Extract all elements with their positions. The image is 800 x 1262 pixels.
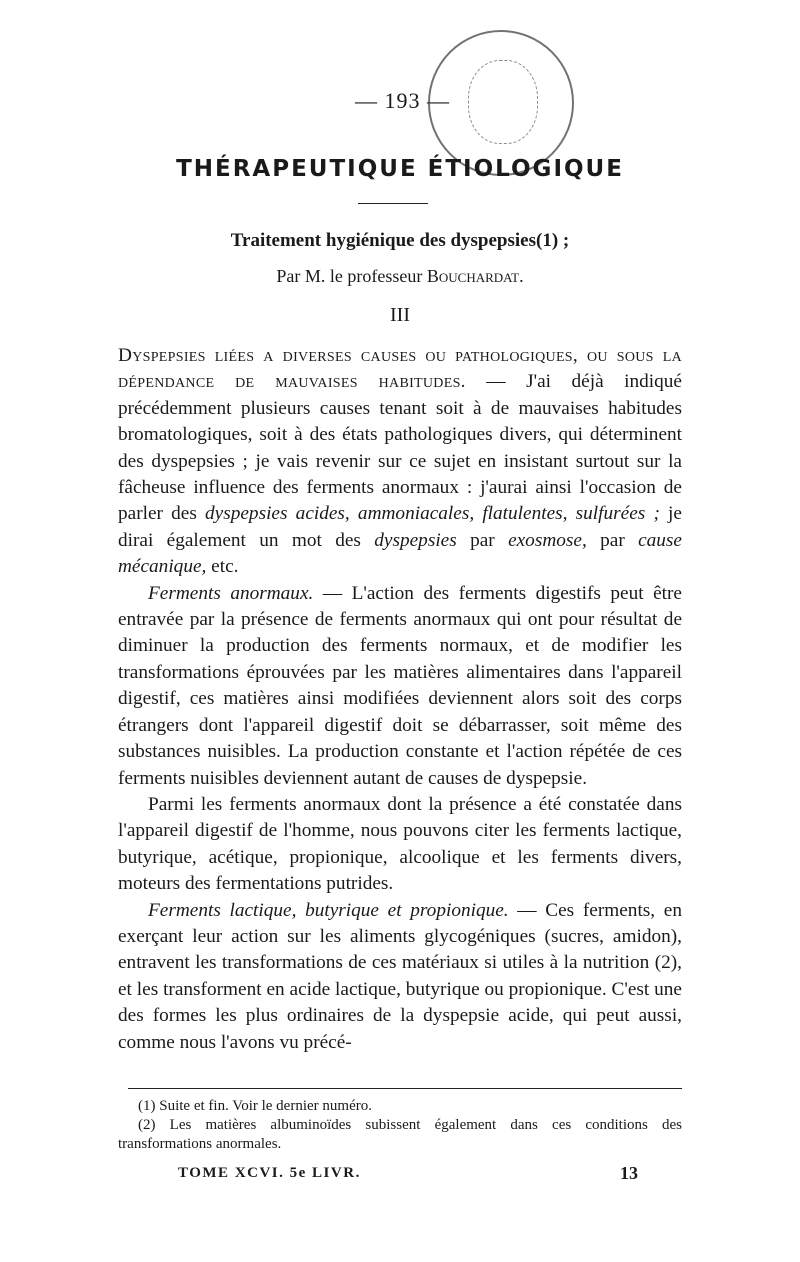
paragraph-2-text: — L'action des ferments digestifs peut être entravée par la présence de ferments anormaux qui ont pour résultat de diminuer la production des ferments normaux, et de modifier les transformations éprouvées par les matières alimentaires dans l'appareil digestif, ces matières ainsi modifiées deviennent alors soit des corps étrangers dont l'appareil digestif doit se débarrasser, soit même des substances nuisibles. La production constante et l'action répétée de ces ferments nuisibles deviennent autant de causes de dyspepsie. [118,582,682,789]
footnote-1: (1) Suite et fin. Voir le dernier numéro. [138,1098,372,1114]
paragraph-4-lead: Ferments lactique, butyrique et propionique. [148,899,509,921]
footnote-divider [128,1088,682,1089]
paragraph-1-emphasis-a: dyspepsies acides, ammoniacales, flatulentes, sulfurées ; [205,503,660,525]
signature-label: TOME XCVI. 5e LIVR. [178,1165,361,1181]
paragraph-1-emphasis-b: dyspepsies [374,529,457,551]
paragraph-1-text-a: — J'ai déjà indiqué précédemment plusieurs causes tenant soit à de mauvaises habitudes bromatologiques, soit à des états pathologiques divers, qui déterminent des dyspepsies ; je vais revenir sur ce sujet en insistant surtout sur la fâcheuse influence des ferments anormaux : j'aurai ainsi l'occasion de parler des [118,371,682,525]
paragraph-1-emphasis-c: exosmose, [508,529,587,551]
footnotes [118,1097,682,1154]
paragraph-1-lead: Dyspepsies liées a diverses causes ou pathologiques, ou sous la dépendance de mauvaises habitudes. [118,345,682,393]
stamp-portrait [468,60,538,144]
paragraph-1-text-b: je dirai également un mot des [118,503,682,551]
paragraph-4-text: — Ces ferments, en exerçant leur action sur les aliments glycogéniques (sucres, amidon), entravent les transformations de ces matériaux si utiles à la nutrition (2), et les transforment en acide lactique, butyrique ou propionique. C'est une des formes les plus ordinaires de la dyspepsie acide, qui peut aussi, comme nous l'avons vu précé- [118,899,682,1053]
paragraph-1 [118,343,682,581]
section-title: THÉRAPEUTIQUE ÉTIOLOGIQUE [176,156,624,182]
paragraph-3-text: Parmi les ferments anormaux dont la présence a été constatée dans l'appareil digestif de l'homme, nous pouvons citer les ferments lactique, butyrique, acétique, propionique, alcoolique et les ferments divers, moteurs des fermentations putrides. [118,793,682,895]
paragraph-1-text-d: par [586,529,639,551]
signature-number: 13 [620,1163,638,1183]
author-name: Bouchardat. [426,266,524,286]
paragraph-1-emphasis-d: cause mécanique, [118,529,682,578]
part-number: III [390,304,410,326]
paragraph-3 [118,792,682,898]
byline [0,266,800,287]
title-divider [358,203,428,204]
page-number: — 193 — [355,88,450,113]
article-title: Traitement hygiénique des dyspepsies(1) ; [230,230,570,251]
paragraph-4 [118,898,682,1056]
paragraph-1-text-c: par [456,529,509,551]
byline-prefix: Par M. le professeur [276,266,423,286]
paragraph-1-text-e: etc. [206,556,239,578]
signature-line [178,1165,638,1182]
paragraph-2-lead: Ferments anormaux. [148,582,314,604]
article-body [118,343,682,1056]
library-stamp [428,30,574,176]
paragraph-2 [118,581,682,792]
footnote-2: (2) Les matières albuminoïdes subissent également dans ces conditions des transformations anormales. [118,1117,682,1152]
